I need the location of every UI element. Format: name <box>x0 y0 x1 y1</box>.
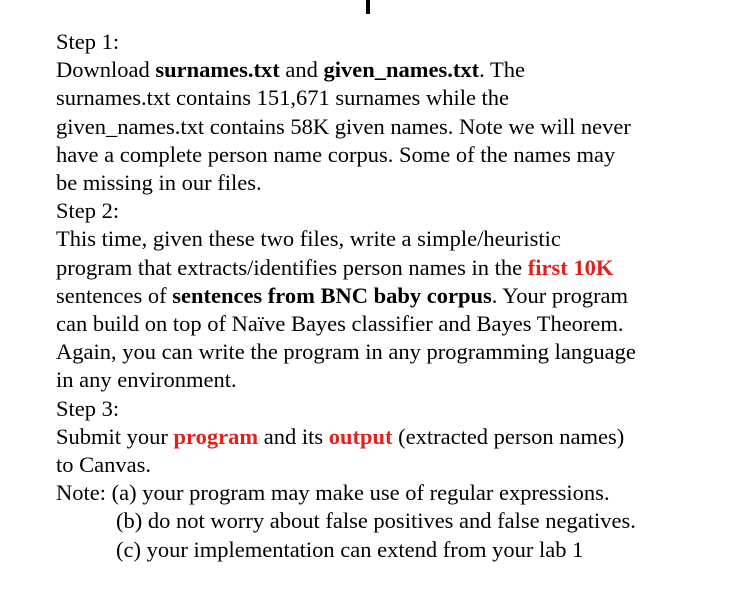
text-segment: and its <box>258 423 329 449</box>
text-segment: Download <box>56 57 156 83</box>
assignment-instructions <box>56 28 696 564</box>
program-highlight: program <box>173 423 259 449</box>
step2-line-4: can build on top of Naïve Bayes classifier and Bayes Theorem. <box>56 311 624 337</box>
step3-heading: Step 3: <box>56 395 120 421</box>
step2-line-3 <box>56 282 696 310</box>
text-segment: . Your program <box>491 282 629 308</box>
text-segment: Submit your <box>56 423 174 449</box>
note-line-1: Note: (a) your program may make use of regular expressions. <box>56 480 610 506</box>
step1-line-5: be missing in our files. <box>56 170 262 196</box>
step1-line-4: have a complete person name corpus. Some of the names may <box>56 141 616 167</box>
text-segment: (extracted person names) <box>392 423 625 449</box>
text-segment: sentences of <box>56 282 173 308</box>
corpus-name: sentences from BNC baby corpus <box>172 282 492 308</box>
surnames-filename: surnames.txt <box>155 57 280 83</box>
given-names-filename: given_names.txt <box>323 57 480 83</box>
step1-line-3: given_names.txt contains 58K given names. Note we will never <box>56 113 631 139</box>
output-highlight: output <box>328 423 393 449</box>
step2-line-6: in any environment. <box>56 367 237 393</box>
note-line-2: (b) do not worry about false positives and false negatives. <box>116 508 636 534</box>
step2-heading: Step 2: <box>56 198 120 224</box>
cursor-mark <box>366 0 370 14</box>
note-line-3: (c) your implementation can extend from your lab 1 <box>116 536 584 562</box>
step2-line-2 <box>56 254 696 282</box>
text-segment: . The <box>479 57 525 83</box>
step1-heading: Step 1: <box>56 29 120 54</box>
text-segment: program that extracts/identifies person names in the <box>56 254 528 280</box>
step2-line-1: This time, given these two files, write a simple/heuristic <box>56 226 561 252</box>
step1-line-2: surnames.txt contains 151,671 surnames while the <box>56 85 510 111</box>
text-segment: and <box>279 57 324 83</box>
step3-line-1 <box>56 423 696 451</box>
step3-line-2: to Canvas. <box>56 452 151 478</box>
first-10k-highlight: first 10K <box>527 254 614 280</box>
step1-line-1 <box>56 56 696 84</box>
step2-line-5: Again, you can write the program in any programming language <box>56 339 636 365</box>
